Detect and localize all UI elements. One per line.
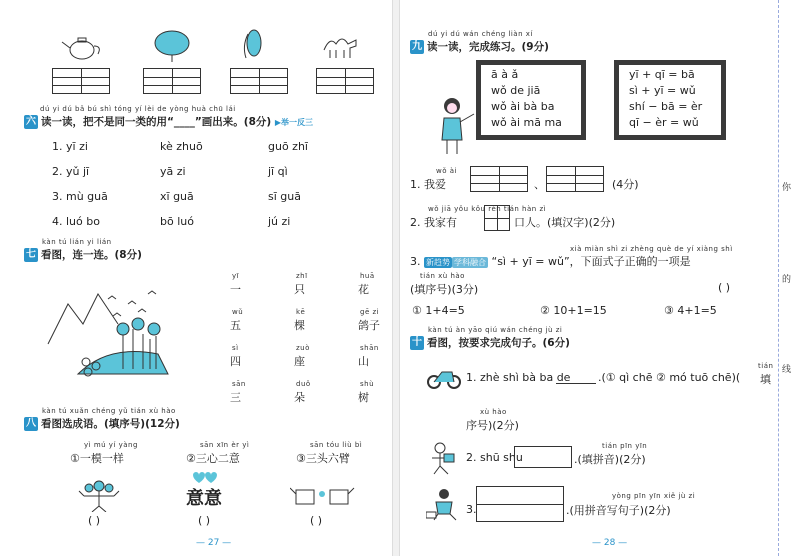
word-hanzi[interactable]: 棵: [294, 319, 305, 332]
section-title: [410, 335, 570, 350]
man-reading-icon: [426, 440, 456, 476]
answer-paren[interactable]: ( ): [310, 514, 323, 527]
watering-cans-icon: [290, 482, 356, 508]
idiom-picture-text: 意意: [186, 488, 222, 509]
question-1: 1. 我爱: [410, 178, 446, 191]
word-hanzi[interactable]: 座: [294, 355, 305, 368]
sentence-3-tail: .(用拼音写句子)(2分): [566, 504, 671, 517]
section-title-text: 看图，连一连。(8分): [41, 249, 142, 261]
writing-grid[interactable]: [52, 68, 110, 94]
section-pinyin: kàn tú xuǎn chéng yǔ tián xù hào: [42, 407, 176, 415]
sentence-pinyin: xù hào: [480, 408, 507, 416]
word-pinyin: sān: [232, 380, 246, 388]
question-pinyin: tián xù hào: [420, 272, 465, 280]
word-option[interactable]: mù guā: [66, 190, 108, 203]
question-score: (4分): [612, 178, 639, 191]
question-3: [410, 253, 691, 269]
word-option[interactable]: bō luó: [160, 215, 194, 228]
question-pinyin: wǒ jiā yǒu kǒu rén tián hàn zì: [428, 205, 547, 213]
question-3-tail: (填序号)(3分): [410, 283, 479, 296]
corn-icon: [238, 28, 268, 62]
answer-blank[interactable]: [556, 383, 596, 384]
idiom-option: ③三头六臂: [296, 452, 350, 465]
word-pinyin: sì: [232, 344, 239, 352]
right-page: [400, 0, 800, 556]
sentence-pinyin: yòng pīn yīn xiě jù zi: [612, 492, 696, 500]
idiom-option: ②三心二意: [186, 452, 240, 465]
word-hanzi[interactable]: 树: [358, 391, 369, 404]
subject-tag: 学科融合: [454, 258, 486, 267]
answer-box[interactable]: [476, 486, 564, 522]
trend-tag: 新趋势: [426, 258, 450, 267]
board-line: wǒ de jiā: [491, 84, 541, 97]
sentence-1-tail: 填: [760, 373, 771, 386]
row-number: 3.: [52, 190, 63, 203]
word-hanzi[interactable]: 花: [358, 283, 369, 296]
section-title: [24, 247, 142, 262]
section-title-text: 读一读，把不是同一类的用“____”画出来。(8分): [41, 116, 272, 128]
cut-label: 线: [782, 365, 792, 375]
word-option[interactable]: kè zhuō: [160, 140, 203, 153]
section-title: [24, 114, 313, 129]
question-pinyin: xià miàn shì zi zhèng què de yí xiàng shì: [570, 245, 733, 253]
blackboard-math: [614, 60, 726, 140]
section-number: 十: [412, 337, 422, 348]
board-line: qī − èr = wǔ: [629, 116, 699, 129]
word-hanzi[interactable]: 一: [230, 283, 241, 296]
board-line: ā à ǎ: [491, 68, 519, 81]
sentence-2-tail: .(填拼音)(2分): [574, 453, 646, 466]
word-hanzi[interactable]: 五: [230, 319, 241, 332]
question-pinyin: wǒ ài: [436, 167, 457, 175]
word-option[interactable]: xī guā: [160, 190, 194, 203]
hearts-icon: [188, 470, 222, 484]
word-option[interactable]: sī guā: [268, 190, 301, 203]
question-2: 2. 我家有: [410, 216, 457, 229]
board-line: shí − bā = èr: [629, 100, 703, 113]
writing-grid[interactable]: [484, 205, 510, 231]
word-hanzi[interactable]: 四: [230, 355, 241, 368]
lotus-leaf-icon: [152, 28, 192, 62]
row-number: 2.: [52, 165, 63, 178]
section-title: [410, 39, 549, 54]
section-number: 七: [26, 249, 36, 260]
writing-grid[interactable]: [546, 166, 604, 192]
question-3-text: “sì + yī = wǔ”，下面式子正确的一项是: [491, 255, 691, 268]
section-pinyin: kàn tú àn yāo qiú wán chéng jù zi: [428, 326, 563, 334]
board-line: sì + yī = wǔ: [629, 84, 696, 97]
writing-grid[interactable]: [316, 68, 374, 94]
board-line: yī + qī = bā: [629, 68, 695, 81]
section-title-text: 看图选成语。(填序号)(12分): [41, 418, 180, 430]
section-number: 八: [26, 418, 36, 429]
answer-option[interactable]: ① 1+4=5: [412, 304, 465, 317]
section-pinyin: dú yi dú bǎ bú shì tóng yí lèi de yòng huà chū lái: [40, 105, 236, 113]
word-hanzi[interactable]: 朵: [294, 391, 305, 404]
section-title: [24, 416, 180, 431]
child-drawing-icon: [426, 486, 462, 522]
word-pinyin: duǒ: [296, 380, 311, 388]
word-pinyin: huā: [360, 272, 375, 280]
writing-grid[interactable]: [470, 166, 528, 192]
teapot-icon: [60, 32, 104, 60]
section-number: 六: [26, 116, 36, 127]
left-page: [0, 0, 392, 556]
answer-paren[interactable]: ( ): [198, 514, 211, 527]
answer-option[interactable]: ③ 4+1=5: [664, 304, 717, 317]
three-head-figure-icon: [74, 476, 124, 512]
section-pinyin: kàn tú lián yi lián: [42, 238, 112, 246]
word-option[interactable]: guō zhī: [268, 140, 308, 153]
word-option[interactable]: yā zi: [160, 165, 186, 178]
word-pinyin: zhī: [296, 272, 308, 280]
separator: 、: [534, 178, 545, 191]
idiom-pinyin: yì mú yí yàng: [84, 441, 138, 449]
book-spine: [392, 0, 400, 556]
word-pinyin: shù: [360, 380, 375, 388]
word-pinyin: gē zi: [360, 308, 380, 316]
word-option[interactable]: luó bo: [66, 215, 100, 228]
answer-paren[interactable]: ( ): [88, 514, 101, 527]
camel-icon: [320, 30, 360, 60]
writing-grid[interactable]: [143, 68, 201, 94]
board-lines: [481, 68, 581, 129]
sentence-2: 2. shū shu: [466, 451, 523, 464]
word-pinyin: wǔ: [232, 308, 244, 316]
word-pinyin: yī: [232, 272, 240, 280]
blackboard-pinyin: [476, 60, 586, 140]
answer-box[interactable]: [514, 446, 572, 468]
section-title-text: 读一读，完成练习。(9分): [427, 41, 549, 53]
word-option[interactable]: yǔ jī: [66, 165, 90, 178]
word-hanzi[interactable]: 鸽子: [358, 319, 380, 332]
question-2-tail: 口人。(填汉字)(2分): [514, 216, 616, 229]
page-number: — 27 —: [196, 538, 232, 548]
board-line: wǒ ài bà ba: [491, 100, 555, 113]
cut-label: 的: [782, 275, 792, 285]
row-number: 1.: [52, 140, 63, 153]
landscape-illustration: [38, 274, 178, 384]
idiom-pinyin: sān xīn èr yì: [200, 441, 250, 449]
section-tag: ▶举一反三: [274, 118, 314, 127]
motorcycle-icon: [426, 364, 462, 390]
word-pinyin: shān: [360, 344, 379, 352]
word-option[interactable]: jú zi: [268, 215, 291, 228]
sentence-1-tail2: 序号)(2分): [466, 419, 519, 432]
sentence-1-options: .(① qì chē ② mó tuō chē)(: [598, 371, 741, 384]
writing-grid[interactable]: [230, 68, 288, 94]
cut-label: 你: [782, 183, 792, 193]
row-number: 4.: [52, 215, 63, 228]
word-pinyin: kē: [296, 308, 306, 316]
section-title-text: 看图，按要求完成句子。(6分): [427, 337, 570, 349]
idiom-option: ①一模一样: [70, 452, 124, 465]
word-option[interactable]: jī qì: [268, 165, 288, 178]
cut-line: [778, 0, 779, 556]
sentence-1: 1. zhè shì bà ba de: [466, 371, 571, 384]
board-lines: [619, 68, 721, 129]
section-pinyin: dú yi dú wán chéng liàn xí: [428, 30, 533, 38]
answer-paren[interactable]: ( ): [718, 281, 731, 294]
teacher-figure-icon: [436, 96, 476, 156]
word-hanzi[interactable]: 只: [294, 283, 305, 296]
board-line: wǒ ài mā ma: [491, 116, 562, 129]
sentence-pinyin: tián: [758, 362, 774, 370]
word-option[interactable]: yī zi: [66, 140, 88, 153]
idiom-pinyin: sān tóu liù bì: [310, 441, 363, 449]
sentence-3: 3.: [466, 503, 477, 516]
sentence-pinyin: tián pīn yīn: [602, 442, 648, 450]
answer-option[interactable]: ② 10+1=15: [540, 304, 607, 317]
section-number: 九: [412, 41, 422, 52]
question-3-number: 3.: [410, 255, 421, 268]
word-pinyin: zuò: [296, 344, 310, 352]
word-hanzi[interactable]: 三: [230, 391, 241, 404]
page-number: — 28 —: [592, 538, 628, 548]
word-hanzi[interactable]: 山: [358, 355, 369, 368]
